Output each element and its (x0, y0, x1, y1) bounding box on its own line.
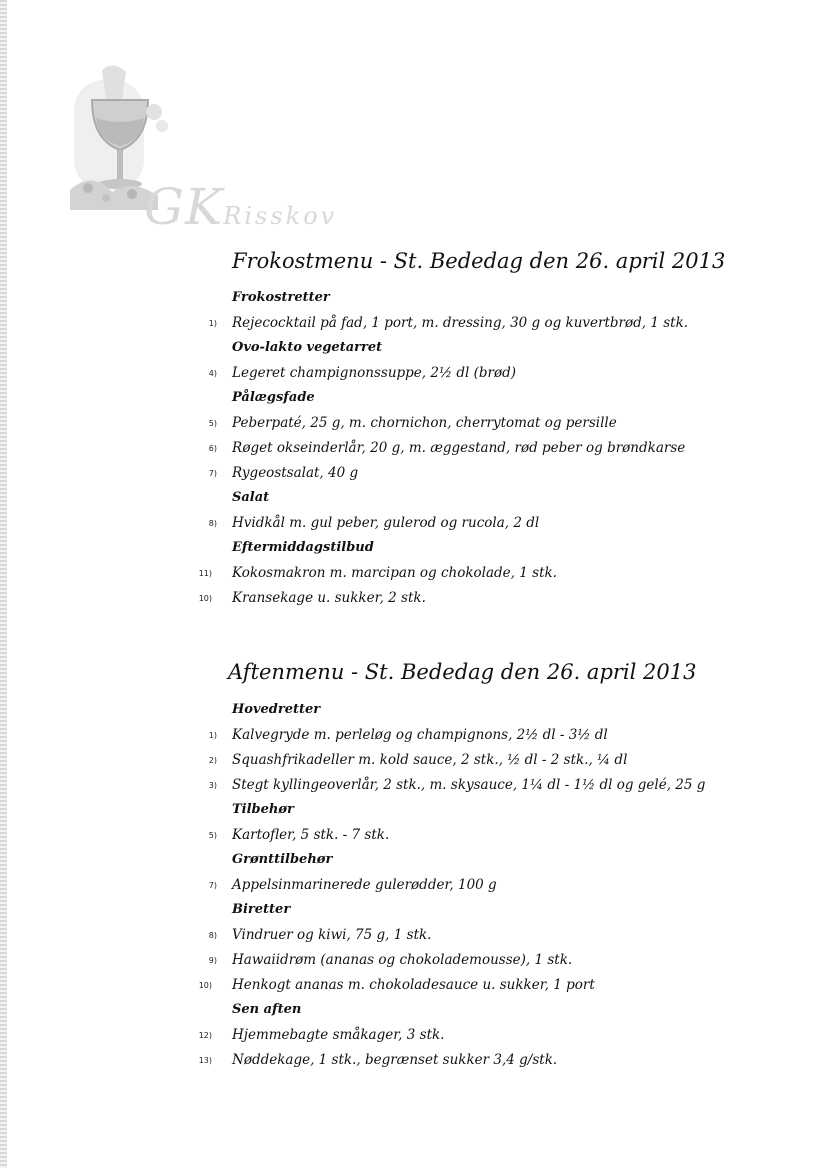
menu-item-text: Kalvegryde m. perleløg og champignons, 2½ dl - 3½ dl (232, 727, 608, 743)
menu-item-text: Kokosmakron m. marcipan og chokolade, 1 stk. (232, 565, 557, 581)
menu-item-number: 8) (208, 519, 217, 528)
menu-item-number: 7) (208, 469, 217, 478)
menu-category-row (0, 798, 825, 823)
menu-category: Grønttilbehør (232, 852, 333, 867)
menu-item-number: 5) (208, 419, 217, 428)
menu-item-number: 5) (208, 831, 217, 840)
menu-item (0, 411, 825, 436)
menu-item (0, 511, 825, 536)
menu-item-text: Peberpaté, 25 g, m. chornichon, cherrytomat og persille (232, 415, 617, 431)
menu-item (0, 773, 825, 798)
menu-item (0, 1048, 825, 1073)
logo-text-big: GK (144, 178, 224, 236)
menu-category: Sen aften (232, 1002, 302, 1017)
menu-item (0, 461, 825, 486)
menu-item (0, 748, 825, 773)
menu-item-number: 12) (198, 1031, 212, 1040)
menu-item (0, 723, 825, 748)
menu-category-row (0, 486, 825, 511)
logo-text (144, 178, 338, 236)
menu-item-number: 10) (198, 981, 212, 990)
menu-item (0, 436, 825, 461)
menu-category-row (0, 536, 825, 561)
menu-item-text: Hjemmebagte småkager, 3 stk. (232, 1027, 445, 1043)
menu-item-text: Squashfrikadeller m. kold sauce, 2 stk., ½ dl - 2 stk., ¼ dl (232, 752, 628, 768)
menu-category-row (0, 698, 825, 723)
menu-item (0, 311, 825, 336)
menu-item-text: Kransekage u. sukker, 2 stk. (232, 590, 426, 606)
menu-item-number: 11) (198, 569, 212, 578)
menu-item-number: 8) (208, 931, 217, 940)
menu-item-number: 1) (208, 731, 217, 740)
menu-item-text: Vindruer og kiwi, 75 g, 1 stk. (232, 927, 432, 943)
lunch-menu-title: Frokostmenu - St. Bededag den 26. april 2013 (232, 249, 726, 273)
menu-item (0, 361, 825, 386)
menu-category: Salat (232, 490, 270, 505)
menu-item-number: 7) (208, 881, 217, 890)
menu-category: Frokostretter (232, 290, 330, 305)
menu-category-row (0, 848, 825, 873)
menu-item-number: 4) (208, 369, 217, 378)
menu-item-number: 10) (198, 594, 212, 603)
menu-item-text: Legeret champignonssuppe, 2½ dl (brød) (232, 365, 516, 381)
menu-item (0, 823, 825, 848)
menu-category: Eftermiddagstilbud (232, 540, 374, 555)
menu-category: Pålægsfade (232, 390, 315, 405)
menu-item-number: 13) (198, 1056, 212, 1065)
menu-item (0, 973, 825, 998)
menu-item-text: Røget okseinderlår, 20 g, m. æggestand, rød peber og brøndkarse (232, 440, 686, 456)
menu-category: Tilbehør (232, 802, 294, 817)
logo-text-small: Risskov (223, 202, 338, 230)
menu-item-text: Rygeostsalat, 40 g (232, 465, 359, 481)
dinner-menu (0, 698, 825, 1073)
menu-item-text: Hawaiidrøm (ananas og chokolademousse), 1 stk. (232, 952, 573, 968)
menu-category-row (0, 386, 825, 411)
menu-item-number: 1) (208, 319, 217, 328)
menu-item-text: Stegt kyllingeoverlår, 2 stk., m. skysauce, 1¼ dl - 1½ dl og gelé, 25 g (232, 777, 706, 793)
menu-item (0, 561, 825, 586)
lunch-menu (0, 286, 825, 611)
menu-item-text: Nøddekage, 1 stk., begrænset sukker 3,4 g/stk. (232, 1052, 558, 1068)
menu-item-number: 3) (208, 781, 217, 790)
menu-item-text: Henkogt ananas m. chokoladesauce u. sukker, 1 port (232, 977, 595, 993)
menu-category-row (0, 998, 825, 1023)
menu-item (0, 586, 825, 611)
menu-item (0, 948, 825, 973)
menu-item-text: Rejecocktail på fad, 1 port, m. dressing, 30 g og kuvertbrød, 1 stk. (232, 315, 689, 331)
menu-item-number: 6) (208, 444, 217, 453)
menu-item-text: Appelsinmarinerede gulerødder, 100 g (232, 877, 497, 893)
menu-item-number: 9) (208, 956, 217, 965)
menu-item (0, 923, 825, 948)
menu-item (0, 873, 825, 898)
menu-category-row (0, 286, 825, 311)
menu-category-row (0, 336, 825, 361)
menu-category: Biretter (232, 902, 291, 917)
menu-category: Hovedretter (232, 702, 321, 717)
menu-category: Ovo-lakto vegetarret (232, 340, 383, 355)
menu-item-number: 2) (208, 756, 217, 765)
menu-category-row (0, 898, 825, 923)
menu-item (0, 1023, 825, 1048)
menu-item-text: Hvidkål m. gul peber, gulerod og rucola, 2 dl (232, 515, 540, 531)
menu-item-text: Kartofler, 5 stk. - 7 stk. (232, 827, 390, 843)
dinner-menu-title: Aftenmenu - St. Bededag den 26. april 2013 (228, 660, 697, 684)
logo (62, 60, 338, 250)
